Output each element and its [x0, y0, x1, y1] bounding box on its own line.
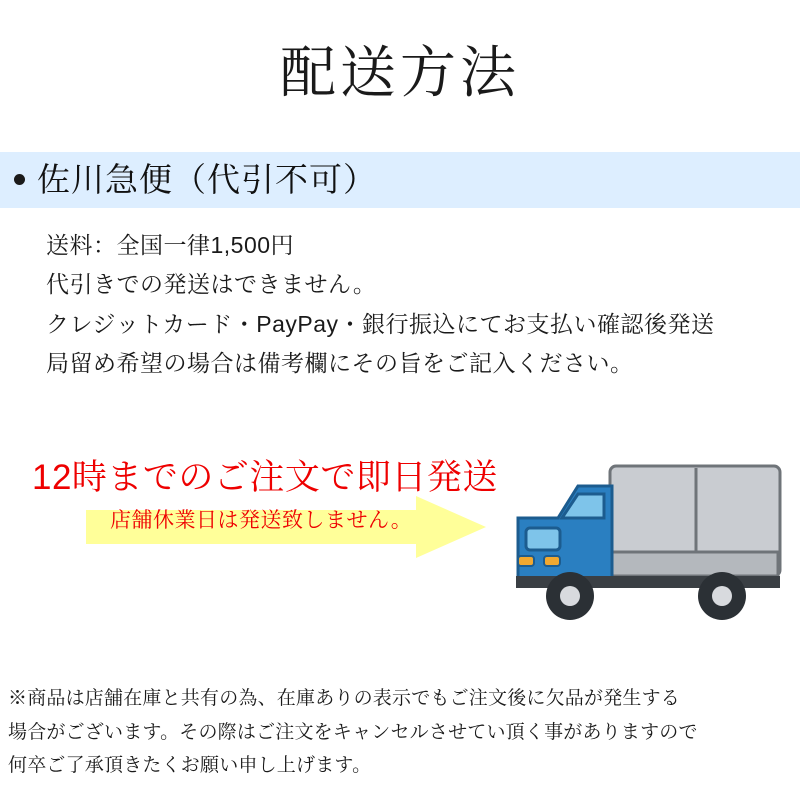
- section-title: 佐川急便（代引不可）: [37, 161, 377, 199]
- footnote-line: 場合がございます。その際はご注文をキャンセルさせてい頂く事がありますので: [8, 721, 698, 743]
- page-title: 配送方法: [280, 41, 520, 104]
- bullet-dot-icon: [14, 174, 25, 185]
- footnote: [8, 685, 792, 786]
- list-item: 送料：全国一律1,500円: [46, 231, 295, 258]
- list-item: クレジットカード・PayPay・銀行振込にてお支払い確認後発送: [46, 310, 715, 337]
- delivery-truck-icon: [500, 456, 790, 631]
- footnote-line: 何卒ご了承頂きたくお願い申し上げます。: [8, 755, 372, 777]
- promo-subline: 店舗休業日は発送致しません。: [110, 508, 413, 532]
- promo-banner: [0, 450, 800, 650]
- section-header-band: [0, 152, 800, 208]
- promo-headline: 12時までのご注文で即日発送: [32, 457, 498, 497]
- list-item: 局留め希望の場合は備考欄にその旨をご記入ください。: [46, 350, 634, 377]
- list-item: 代引きでの発送はできません。: [46, 271, 377, 298]
- shipping-detail-list: [0, 226, 800, 384]
- footnote-line: ※商品は店舗在庫と共有の為、在庫ありの表示でもご注文後に欠品が発生する: [8, 688, 681, 710]
